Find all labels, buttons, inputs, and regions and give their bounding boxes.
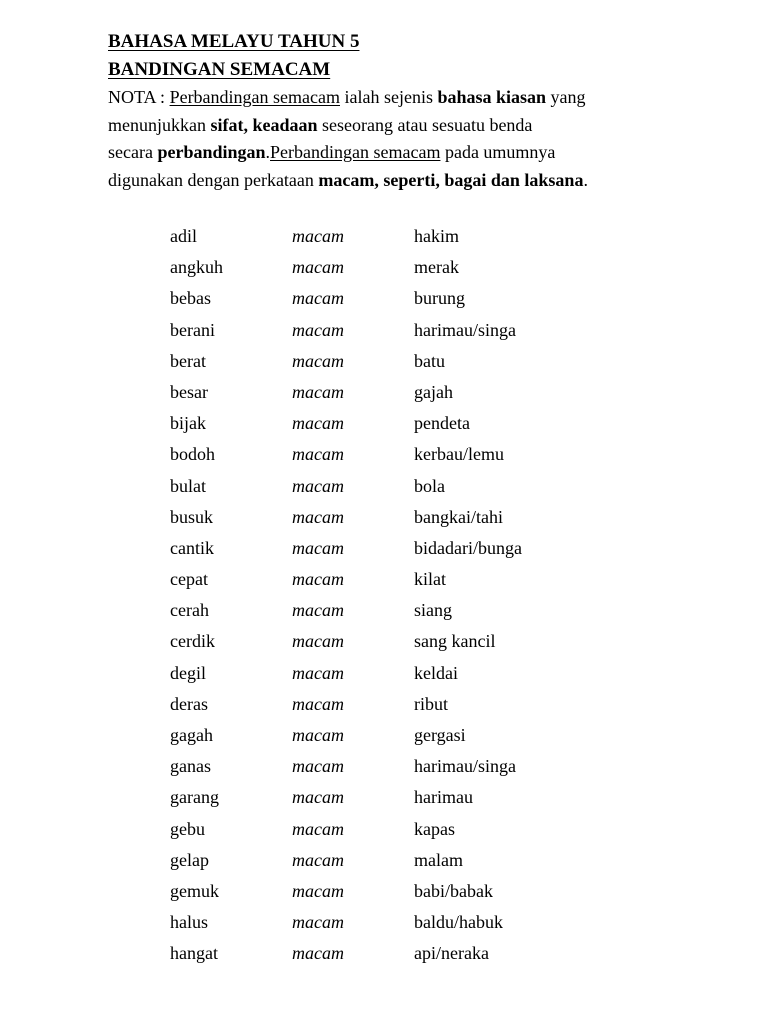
note-line-3 [108, 139, 728, 167]
comparison-word-cell: macam [292, 226, 344, 246]
comparison-object-cell: bangkai/tahi [414, 506, 503, 527]
note-text: . [265, 142, 271, 162]
table-row [170, 472, 590, 503]
comparison-object-cell: kerbau/lemu [414, 444, 504, 465]
note-paragraph [108, 84, 728, 194]
comparison-object-cell: hakim [414, 226, 459, 246]
note-label: NOTA : [108, 87, 170, 107]
comparison-word-cell: macam [292, 693, 344, 714]
note-line-1 [108, 84, 728, 112]
comparison-object-cell: sang kancil [414, 631, 496, 652]
adjective-cell: cepat [170, 569, 208, 590]
comparison-object-cell: kilat [414, 569, 446, 590]
comparison-word-cell: macam [292, 444, 344, 465]
comparison-object-cell: kapas [414, 818, 455, 839]
comparison-object-cell: batu [414, 350, 445, 371]
table-row [170, 565, 590, 596]
term-bold: macam, seperti, bagai dan laksana [318, 169, 584, 190]
table-row [170, 908, 590, 939]
comparison-word-cell: macam [292, 381, 344, 402]
table-row [170, 534, 590, 565]
comparison-word-cell: macam [292, 569, 344, 590]
table-row [170, 253, 590, 284]
comparison-object-cell: harimau/singa [414, 319, 516, 340]
comparison-word-cell: macam [292, 943, 344, 964]
note-text: menunjukkan [108, 114, 211, 135]
table-row [170, 877, 590, 908]
adjective-cell: angkuh [170, 257, 223, 278]
adjective-cell: bebas [170, 288, 211, 309]
comparison-word-cell: macam [292, 600, 344, 621]
comparison-table [170, 222, 590, 971]
comparison-object-cell: gergasi [414, 725, 466, 745]
table-row [170, 409, 590, 440]
note-line-2 [108, 112, 728, 140]
comparison-object-cell: ribut [414, 693, 448, 714]
comparison-word-cell: macam [292, 756, 344, 777]
adjective-cell: besar [170, 381, 208, 402]
comparison-word-cell: macam [292, 319, 344, 340]
adjective-cell: gagah [170, 725, 213, 745]
adjective-cell: cerdik [170, 631, 215, 652]
comparison-object-cell: harimau [414, 787, 473, 808]
adjective-cell: garang [170, 787, 219, 808]
comparison-word-cell: macam [292, 912, 344, 933]
comparison-object-cell: bidadari/bunga [414, 537, 522, 558]
table-row [170, 284, 590, 315]
adjective-cell: deras [170, 693, 208, 714]
table-row [170, 378, 590, 409]
table-row [170, 815, 590, 846]
note-text: seseorang atau sesuatu benda [317, 114, 533, 135]
comparison-word-cell: macam [292, 787, 344, 808]
comparison-word-cell: macam [292, 631, 344, 652]
term-bold: perbandingan [157, 142, 266, 162]
note-line-4 [108, 167, 728, 195]
adjective-cell: adil [170, 226, 197, 246]
comparison-object-cell: gajah [414, 381, 453, 402]
comparison-word-cell: macam [292, 537, 344, 558]
comparison-word-cell: macam [292, 475, 344, 496]
table-row [170, 316, 590, 347]
note-text: yang [546, 87, 586, 107]
adjective-cell: cerah [170, 600, 209, 621]
comparison-object-cell: baldu/habuk [414, 912, 503, 933]
adjective-cell: berani [170, 319, 215, 340]
adjective-cell: berat [170, 350, 206, 371]
adjective-cell: gebu [170, 818, 205, 839]
adjective-cell: degil [170, 662, 206, 683]
adjective-cell: ganas [170, 756, 211, 777]
term-underlined: Perbandingan semacam [169, 87, 340, 107]
comparison-object-cell: keldai [414, 662, 458, 683]
note-text: . [583, 169, 588, 190]
comparison-word-cell: macam [292, 849, 344, 870]
comparison-object-cell: merak [414, 257, 459, 278]
table-row [170, 627, 590, 658]
comparison-word-cell: macam [292, 506, 344, 527]
note-text: pada umumnya [440, 142, 556, 162]
comparison-object-cell: burung [414, 288, 465, 309]
document-title: BAHASA MELAYU TAHUN 5 [108, 31, 360, 52]
table-row [170, 783, 590, 814]
adjective-cell: gelap [170, 849, 209, 870]
table-row [170, 752, 590, 783]
comparison-object-cell: malam [414, 849, 463, 870]
comparison-word-cell: macam [292, 288, 344, 309]
comparison-word-cell: macam [292, 662, 344, 683]
table-row [170, 846, 590, 877]
comparison-object-cell: harimau/singa [414, 756, 516, 777]
note-text: ialah sejenis [340, 87, 438, 107]
adjective-cell: busuk [170, 506, 214, 527]
comparison-object-cell: pendeta [414, 413, 470, 434]
table-row [170, 440, 590, 471]
table-row [170, 659, 590, 690]
adjective-cell: hangat [170, 943, 218, 964]
adjective-cell: cantik [170, 537, 214, 558]
adjective-cell: gemuk [170, 880, 219, 901]
term-underlined: Perbandingan semacam [270, 142, 441, 162]
adjective-cell: bulat [170, 475, 206, 496]
table-row [170, 503, 590, 534]
adjective-cell: bijak [170, 413, 206, 434]
note-text: secara [108, 142, 158, 162]
term-bold: bahasa kiasan [437, 87, 547, 107]
table-row [170, 596, 590, 627]
adjective-cell: halus [170, 912, 208, 933]
table-row [170, 939, 590, 970]
comparison-word-cell: macam [292, 413, 344, 434]
table-row [170, 222, 590, 253]
comparison-word-cell: macam [292, 725, 344, 745]
comparison-object-cell: bola [414, 475, 445, 496]
comparison-word-cell: macam [292, 257, 344, 278]
comparison-object-cell: siang [414, 600, 452, 621]
document-subtitle: BANDINGAN SEMACAM [108, 59, 331, 80]
adjective-cell: bodoh [170, 444, 215, 465]
comparison-object-cell: api/neraka [414, 943, 489, 964]
comparison-object-cell: babi/babak [414, 880, 493, 901]
table-row [170, 347, 590, 378]
table-row [170, 690, 590, 721]
comparison-word-cell: macam [292, 880, 344, 901]
table-row [170, 721, 590, 752]
comparison-word-cell: macam [292, 350, 344, 371]
comparison-word-cell: macam [292, 818, 344, 839]
term-bold: sifat, keadaan [210, 114, 318, 135]
note-text: digunakan dengan perkataan [108, 169, 319, 190]
